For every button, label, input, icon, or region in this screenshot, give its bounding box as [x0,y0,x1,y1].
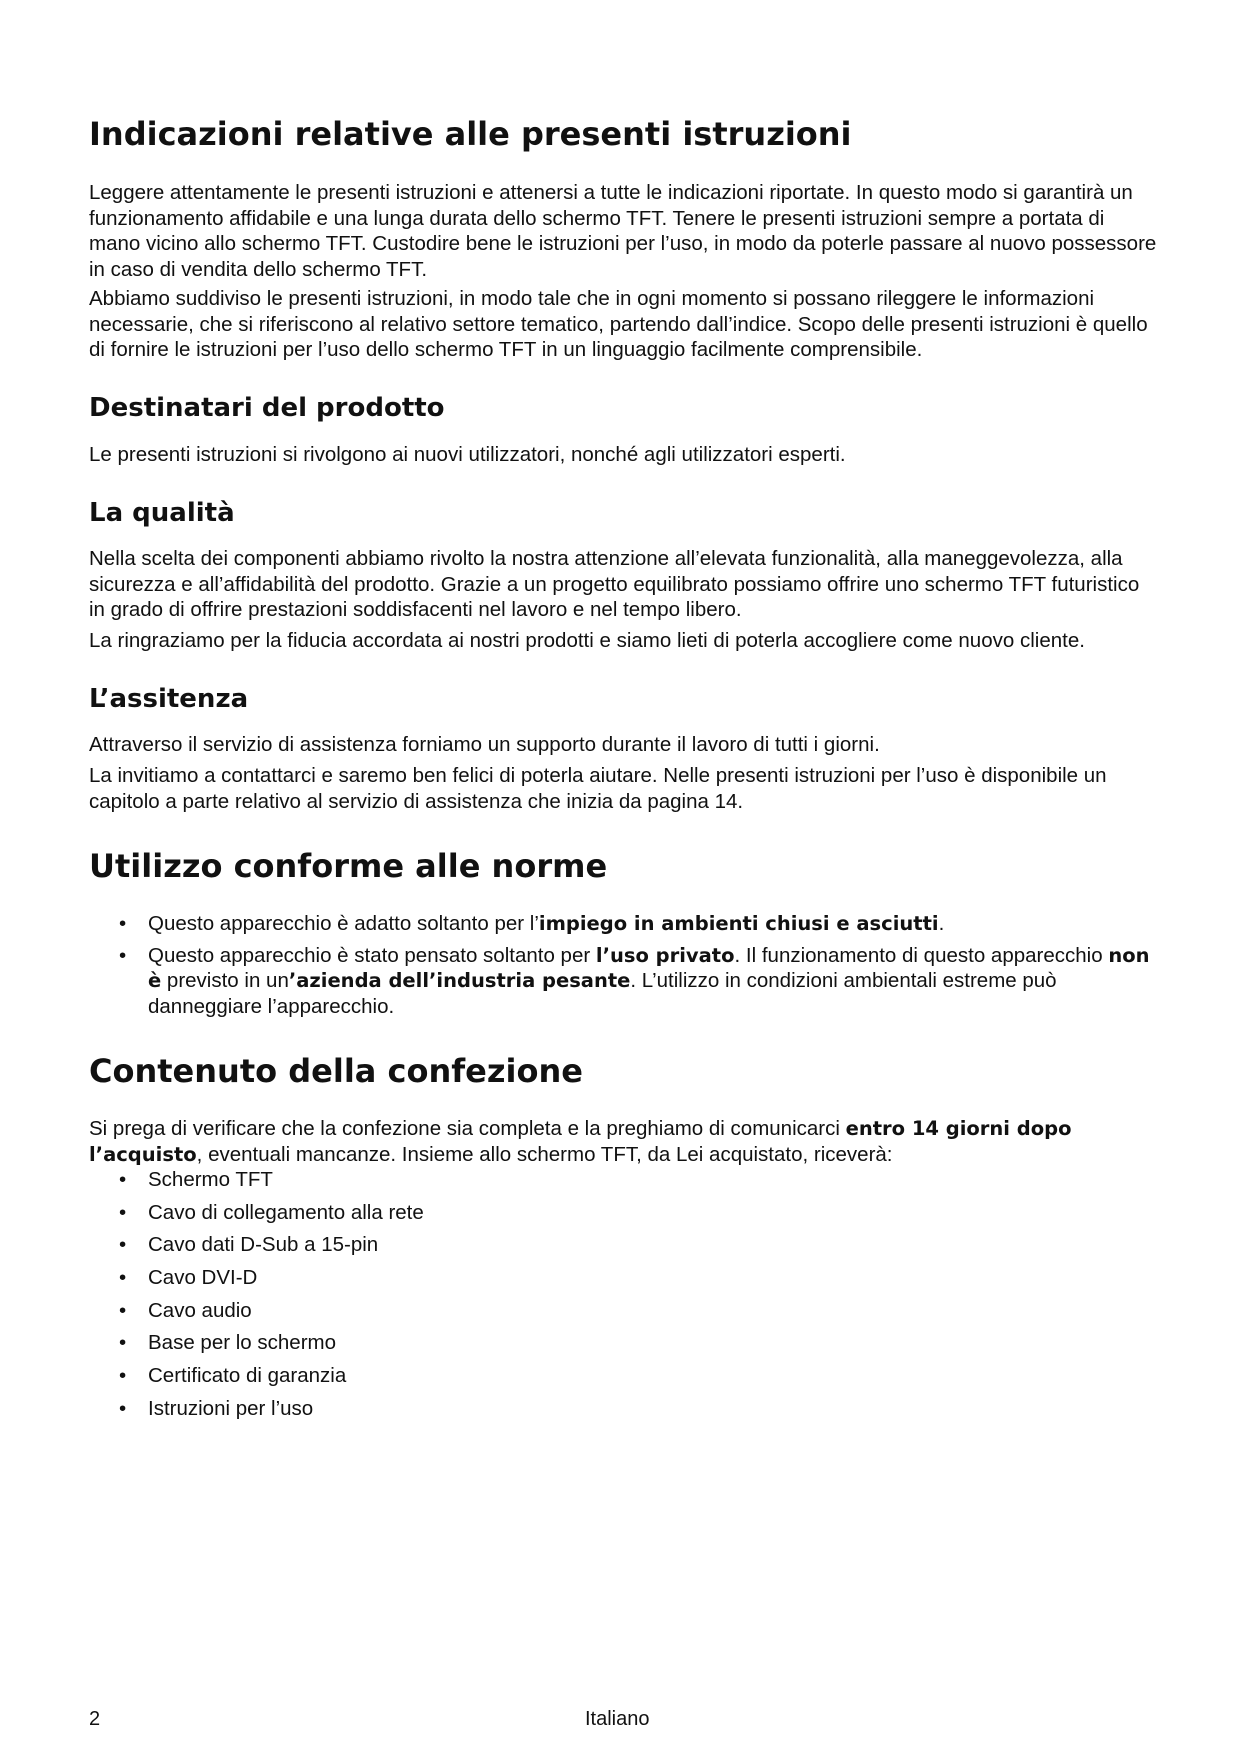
list-item: • Cavo dati D-Sub a 15-pin [119,1233,379,1257]
intended-use-list [89,911,1157,1025]
bullet-icon: • [119,1396,127,1420]
paragraph-instructions-1: Leggere attentamente le presenti istruzioni e attenersi a tutte le indicazioni riportate. In questo modo si garantirà un funzionamento affidabile e una lunga durata dello schermo TFT. Tenere le presenti istruzioni sempre a portata di mano vicino allo schermo TFT. Custodire bene le istruzioni per l’uso, in modo da poterle passare al nuovo possessore in caso di vendita dello schermo TFT. [89,181,1157,281]
bullet-icon: • [119,1233,127,1257]
bullet-icon: • [119,1298,127,1322]
bullet-icon: • [119,1331,127,1355]
heading-assistance: L’assitenza [89,684,249,714]
list-item: • Questo apparecchio è adatto soltanto per l’impiego in ambienti chiusi e asciutti. [119,912,945,935]
paragraph-assistance-2: La invitiamo a contattarci e saremo ben felici di poterla aiutare. Nelle presenti istruzioni per l’uso è disponibile un capitolo a parte relativo al servizio di assistenza che inizia da pagina 14. [89,764,1107,813]
list-item: • Schermo TFT [119,1168,273,1191]
page-number: 2 [89,1708,101,1730]
bullet-icon: • [119,1266,127,1290]
bullet-icon: • [119,943,127,967]
bullet-icon: • [119,1364,127,1388]
paragraph-package-contents: Si prega di verificare che la confezione sia completa e la preghiamo di comunicarci entro 14 giorni dopo l’acquisto, eventuali mancanze. Insieme allo schermo TFT, da Lei acquistato, riceverà: [89,1117,1072,1166]
list-item: • Cavo di collegamento alla rete [119,1200,424,1224]
list-item: • Base per lo schermo [119,1331,337,1355]
bullet-icon: • [119,912,127,935]
bullet-icon: • [119,1168,127,1191]
list-item: • Cavo audio [119,1298,252,1322]
paragraph-assistance-1: Attraverso il servizio di assistenza forniamo un supporto durante il lavoro di tutti i giorni. [89,733,880,756]
heading-package-contents: Contenuto della confezione [89,1052,583,1090]
list-item: • Questo apparecchio è stato pensato soltanto per l’uso privato. Il funzionamento di questo apparecchio non è previsto in un’azienda dell’industria pesante. L’utilizzo in condizioni ambientali estreme può danneggiare l’apparecchio. [119,943,1150,1018]
paragraph-quality-1: Nella scelta dei componenti abbiamo rivolto la nostra attenzione all’elevata funzionalità, alla maneggevolezza, alla sicurezza e all’affidabilità del prodotto. Grazie a un progetto equilibrato possiamo offrire uno schermo TFT futuristico in grado di offrire prestazioni soddisfacenti nel lavoro e nel tempo libero. [89,547,1140,621]
list-item: • Certificato di garanzia [119,1364,347,1388]
heading-intended-use: Utilizzo conforme alle norme [89,847,608,885]
footer-language: Italiano [585,1708,650,1730]
list-item: • Istruzioni per l’uso [119,1396,314,1420]
heading-instructions: Indicazioni relative alle presenti istruzioni [89,115,852,153]
paragraph-quality-2: La ringraziamo per la fiducia accordata ai nostri prodotti e siamo lieti di poterla accogliere come nuovo cliente. [89,629,1085,652]
paragraph-target-audience: Le presenti istruzioni si rivolgono ai nuovi utilizzatori, nonché agli utilizzatori esperti. [89,443,846,466]
list-item: • Cavo DVI-D [119,1266,258,1290]
heading-target-audience: Destinatari del prodotto [89,393,445,423]
heading-quality: La qualità [89,498,235,528]
paragraph-instructions-2: Abbiamo suddiviso le presenti istruzioni, in modo tale che in ogni momento si possano rileggere le informazioni necessarie, che si riferiscono al relativo settore tematico, partendo dall’indice. Scopo delle presenti istruzioni è quello di fornire le istruzioni per l’uso dello schermo TFT in un linguaggio facilmente comprensibile. [89,287,1148,361]
bullet-icon: • [119,1200,127,1224]
package-contents-list [89,1167,1157,1429]
